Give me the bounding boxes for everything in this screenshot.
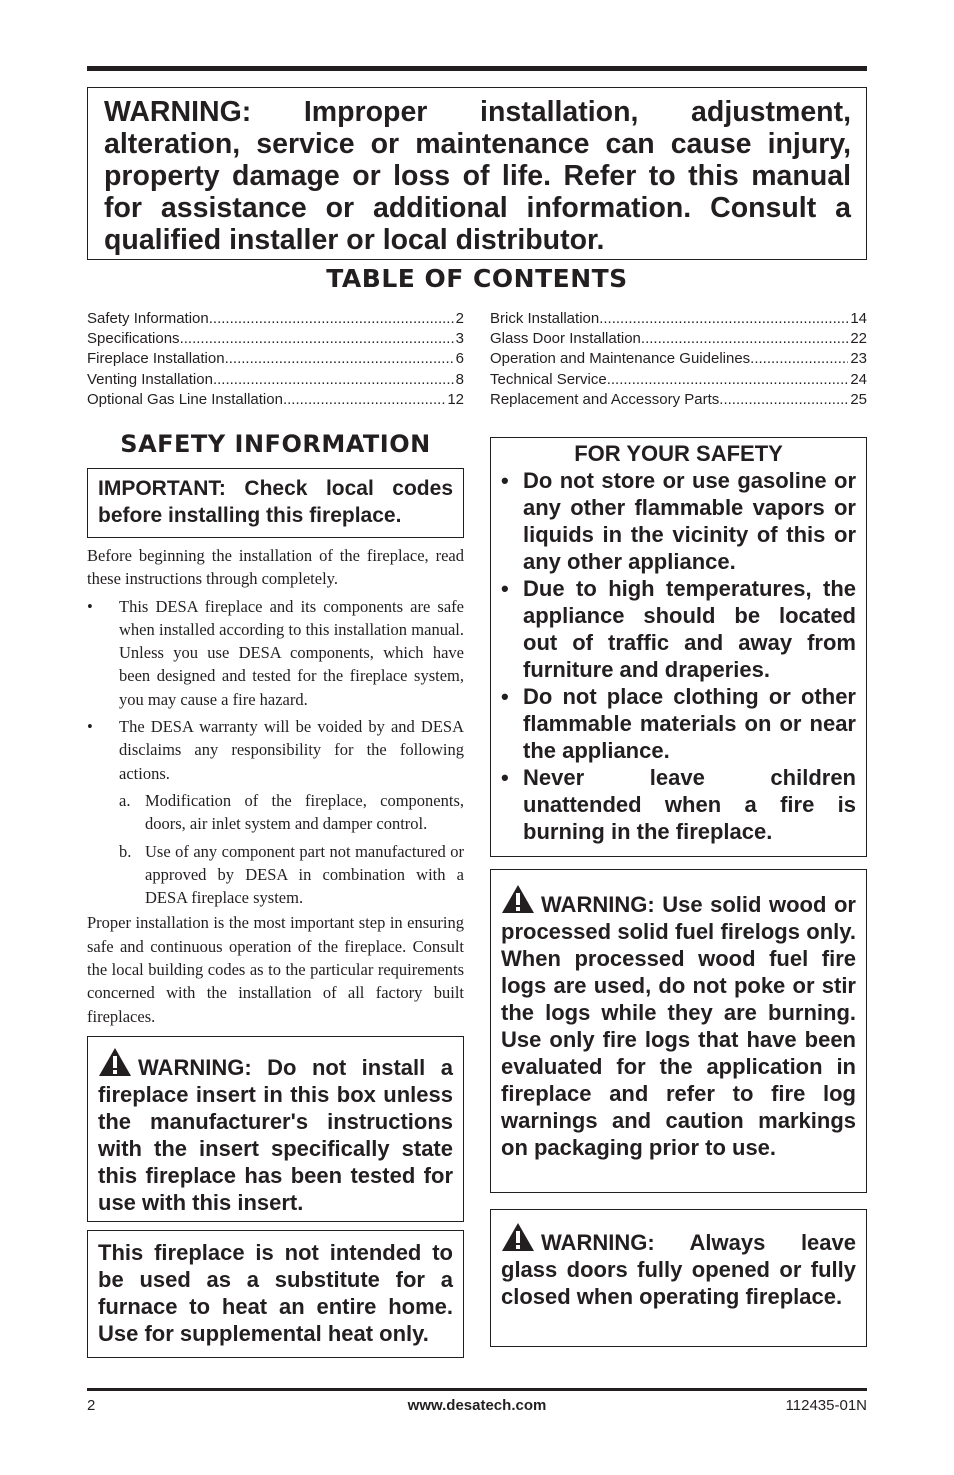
toc-leader [283,390,445,410]
toc-entry-page: 25 [850,390,867,408]
bullet-mark: • [87,717,93,737]
document-number: 112435-01N [785,1397,867,1414]
toc-title: TABLE OF CONTENTS [326,264,628,293]
top-rule [87,66,867,71]
toc-entry-page: 12 [447,390,464,408]
safety-item [501,575,856,683]
toc-entry-page: 6 [455,350,464,368]
header-warning-box [87,87,867,260]
intro-paragraph: Before beginning the installation of the fireplace, read these instructions through completely. [87,546,464,589]
toc-entry-label: Technical Service [490,370,607,388]
toc-entry-label: Specifications [87,330,180,348]
toc-entry-page: 22 [850,330,867,348]
bullet-mark: • [501,468,509,493]
safety-item-text: Due to high temperatures, the appliance should be located out of traffic and away from furniture and draperies. [523,576,856,682]
toc-entry[interactable] [87,309,464,329]
toc-leader [225,349,454,369]
warning-triangle-icon [501,884,535,914]
bullet-text: The DESA warranty will be voided by and DESA disclaims any responsibility for the following actions. [119,717,464,783]
bullet-mark: • [501,765,509,790]
toc-entry-label: Brick Installation [490,310,600,327]
bullet-mark: • [87,596,93,616]
bullet-mark: • [501,576,509,601]
toc-leader [180,329,454,349]
bottom-rule [87,1388,867,1391]
toc-leader [599,309,848,329]
toc-entry-page: 24 [850,370,867,388]
sub-item [87,789,464,836]
toc-entry-page: 2 [455,310,464,327]
toc-entry-label: Venting Installation [87,370,213,388]
glass-door-warning-text: WARNING: Always leave glass doors fully opened or fully closed when operating fireplace. [501,1230,856,1309]
bullet-text: This DESA fireplace and its components are safe when installed according to this installation manual. Unless you use DESA components, which have been designed and tested for the fireplace system, you may cause a fire hazard. [119,596,464,709]
toc-entry[interactable] [490,370,867,390]
sub-item [87,840,464,910]
insert-warning-box [87,1036,464,1222]
safety-body [87,544,464,1028]
safety-section-title: SAFETY INFORMATION [120,430,431,458]
toc-leader [213,370,454,390]
safety-item [501,467,856,575]
toc-entry[interactable] [490,349,867,369]
toc-entry-page: 14 [850,310,867,327]
toc-entry[interactable] [87,329,464,349]
toc-entry-page: 23 [850,350,867,368]
toc-entry[interactable] [490,309,867,329]
furnace-note-box [87,1230,464,1358]
warning-triangle-icon [501,1222,535,1252]
toc-entry[interactable] [87,370,464,390]
toc-right-column [490,309,867,410]
toc-entry-label: Optional Gas Line Installation [87,390,283,408]
wood-warning-box [490,869,867,1193]
insert-warning-text: WARNING: Do not install a fireplace insert in this box unless the manufacturer's instructions with the insert specifically state this fireplace has been tested for use with this insert. [98,1055,453,1215]
for-your-safety-box [490,437,867,857]
safety-item-text: Do not place clothing or other flammable materials on or near the appliance. [523,684,856,763]
toc-leader [209,309,454,329]
furnace-note-text: This fireplace is not intended to be used as a substitute for a furnace to heat an entire home. Use for supplemental heat only. [98,1240,453,1346]
page-number: 2 [87,1397,96,1414]
toc-entry-label: Fireplace Installation [87,350,225,368]
toc-leader [607,370,849,390]
sub-item-mark: b. [119,841,132,861]
glass-door-warning-box [490,1209,867,1347]
bullet-mark: • [501,684,509,709]
sub-item-text: Use of any component part not manufactured or approved by DESA in combination with a DESA fireplace system. [145,841,464,908]
toc-entry[interactable] [87,390,464,410]
warning-triangle-icon [98,1047,132,1077]
toc-leader [641,329,848,349]
wood-warning-text: WARNING: Use solid wood or processed solid fuel firelogs only. When processed wood fuel fire logs are used, do not poke or stir the logs while they are burning. Use only fire logs that have been evaluated for the application in fireplace and refer to fire log warnings and caution markings on packaging prior to use. [501,892,856,1160]
toc-entry-label: Safety Information [87,310,209,327]
toc-entry-label: Glass Door Installation [490,330,641,348]
toc-entry[interactable] [490,329,867,349]
closing-paragraph: Proper installation is the most important step in ensuring safe and continuous operation of the fireplace. Consult the local building codes as to the particular requirements concerned with the installation of all factory built fireplaces. [87,913,464,1026]
toc-entry-label: Operation and Maintenance Guidelines [490,350,751,368]
sub-item-mark: a. [119,790,131,810]
toc-leader [750,349,848,369]
toc-entry-page: 3 [455,330,464,348]
bullet-item [87,595,464,711]
important-text: IMPORTANT: Check local codes before installing this fireplace. [98,477,453,527]
toc-left-column [87,309,464,410]
for-your-safety-title: FOR YOUR SAFETY [574,441,783,466]
toc-entry-page: 8 [455,370,464,388]
bullet-item [87,715,464,785]
toc-entry-label: Replacement and Accessory Parts [490,390,720,408]
toc-leader [719,390,848,410]
important-box [87,468,464,538]
safety-item-text: Do not store or use gasoline or any other flammable vapors or liquids in the vicinity of this or any other appliance. [523,468,856,574]
safety-item [501,683,856,764]
sub-item-text: Modification of the fireplace, components, doors, air inlet system and damper control. [145,790,464,834]
toc-entry[interactable] [490,390,867,410]
header-warning-text: WARNING: Improper installation, adjustment, alteration, service or maintenance can cause injury, property damage or loss of life. Refer to this manual for assistance or additional information. Consult a qualified installer or local distributor. [104,96,851,256]
toc-entry[interactable] [87,349,464,369]
safety-item-text: Never leave children unattended when a fire is burning in the fireplace. [523,765,856,844]
website-link[interactable]: www.desatech.com [407,1397,547,1414]
safety-item [501,764,856,845]
